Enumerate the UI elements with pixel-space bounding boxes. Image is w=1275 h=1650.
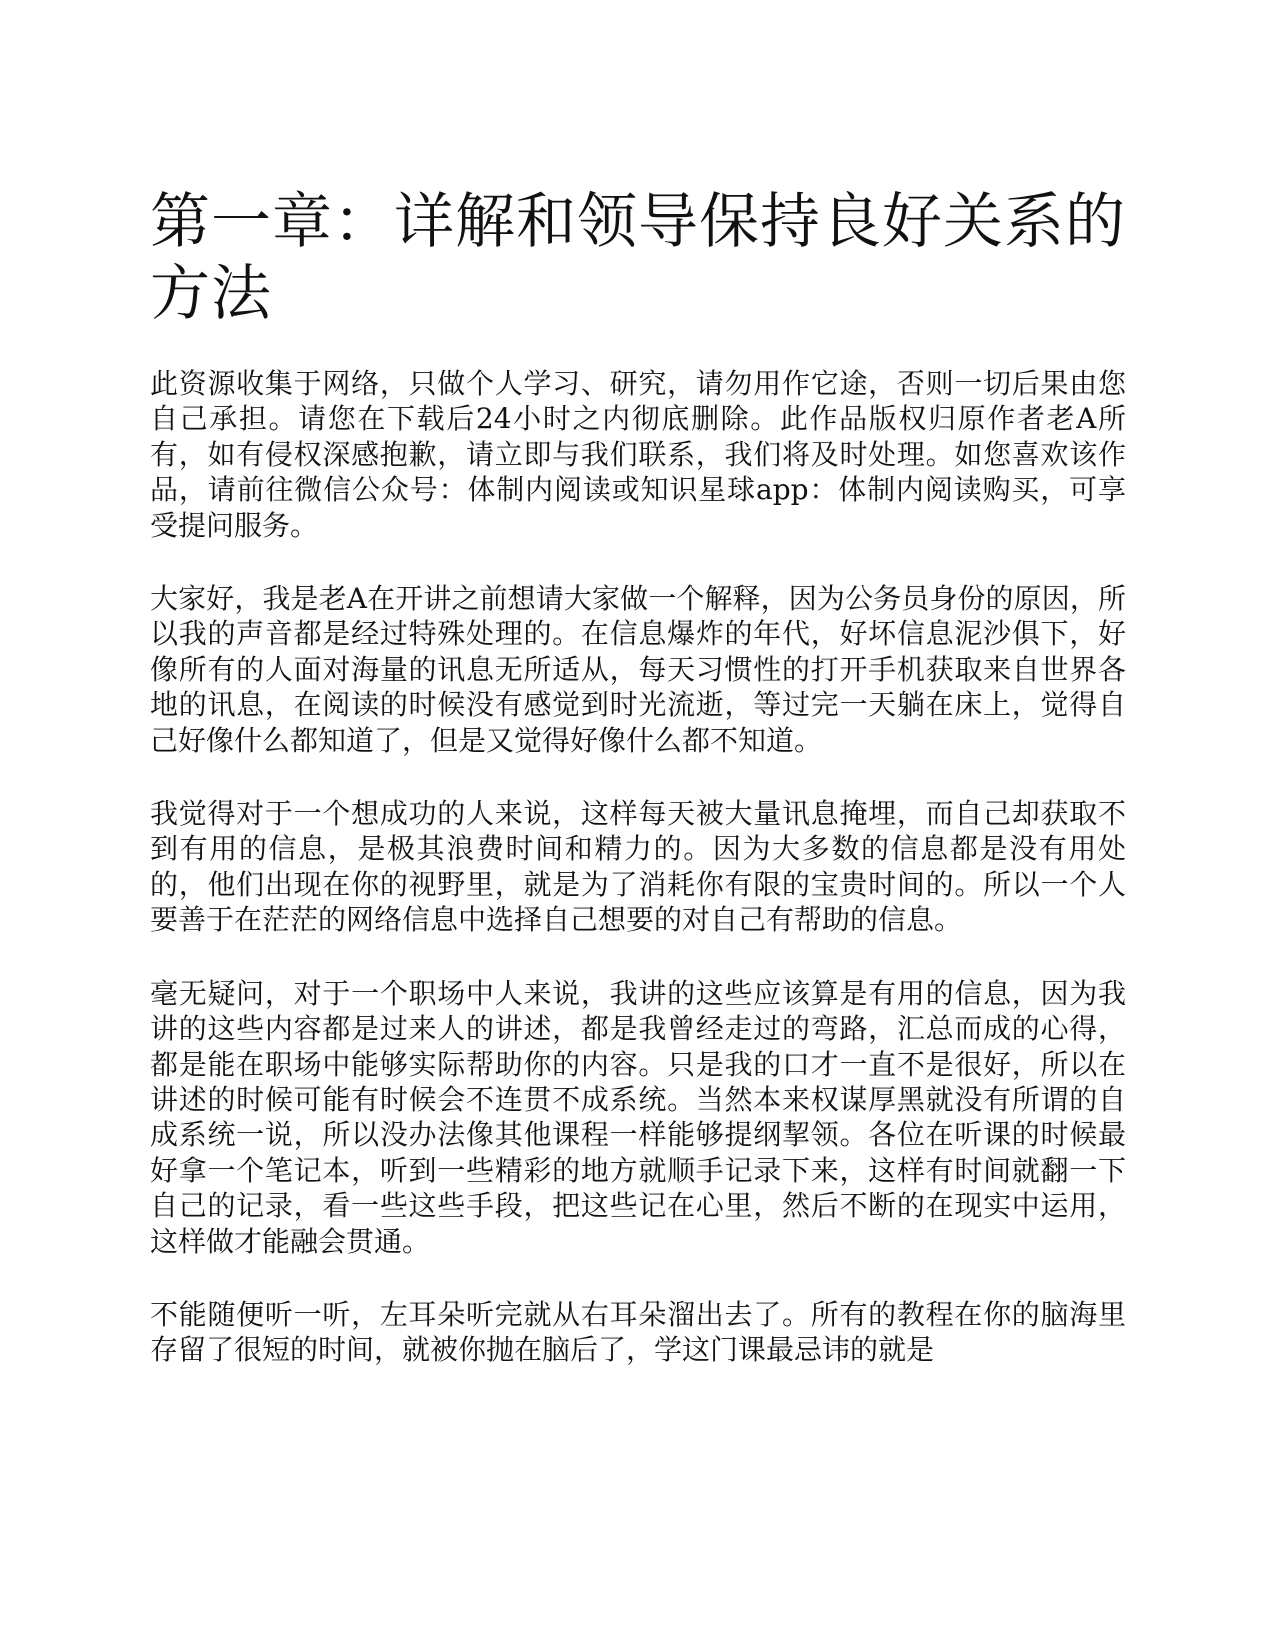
document-page	[150, 186, 1126, 1368]
chapter-title: 第一章：详解和领导保持良好关系的方法	[150, 187, 1126, 329]
paragraph-course-advice: 毫无疑问，对于一个职场中人来说，我讲的这些应该算是有用的信息，因为我讲的这些内容都是过来人的讲述，都是我曾经走过的弯路，汇总而成的心得，都是能在职场中能够实际帮助你的内容。只是我的口才一直不是很好，所以在讲述的时候可能有时候会不连贯不成系统。当然本来权谋厚黑就没有所谓的自成系统一说，所以没办法像其他课程一样能够提纲挈领。各位在听课的时候最好拿一个笔记本，听到一些精彩的地方就顺手记录下来，这样有时间就翻一下自己的记录，看一些这些手段，把这些记在心里，然后不断的在现实中运用，这样做才能融会贯通。	[150, 976, 1126, 1258]
paragraph-disclaimer: 此资源收集于网络，只做个人学习、研究，请勿用作它途，否则一切后果由您自己承担。请您在下载后24小时之内彻底删除。此作品版权归原作者老A所有，如有侵权深感抱歉，请立即与我们联系，我们将及时处理。如您喜欢该作品，请前往微信公众号：体制内阅读或知识星球app：体制内阅读购买，可享受提问服务。	[150, 367, 1126, 542]
paragraph-introduction: 大家好，我是老A在开讲之前想请大家做一个解释，因为公务员身份的原因，所以我的声音都是经过特殊处理的。在信息爆炸的年代，好坏信息泥沙俱下，好像所有的人面对海量的讯息无所适从，每天习惯性的打开手机获取来自世界各地的讯息，在阅读的时候没有感觉到时光流逝，等过完一天躺在床上，觉得自己好像什么都知道了，但是又觉得好像什么都不知道。	[150, 582, 1126, 757]
paragraph-continuation: 不能随便听一听，左耳朵听完就从右耳朵溜出去了。所有的教程在你的脑海里存留了很短的时间，就被你抛在脑后了，学这门课最忌讳的就是	[150, 1297, 1126, 1367]
paragraph-information-overload: 我觉得对于一个想成功的人来说，这样每天被大量讯息掩埋，而自己却获取不到有用的信息，是极其浪费时间和精力的。因为大多数的信息都是没有用处的，他们出现在你的视野里，就是为了消耗你有限的宝贵时间的。所以一个人要善于在茫茫的网络信息中选择自己想要的对自己有帮助的信息。	[150, 797, 1126, 937]
